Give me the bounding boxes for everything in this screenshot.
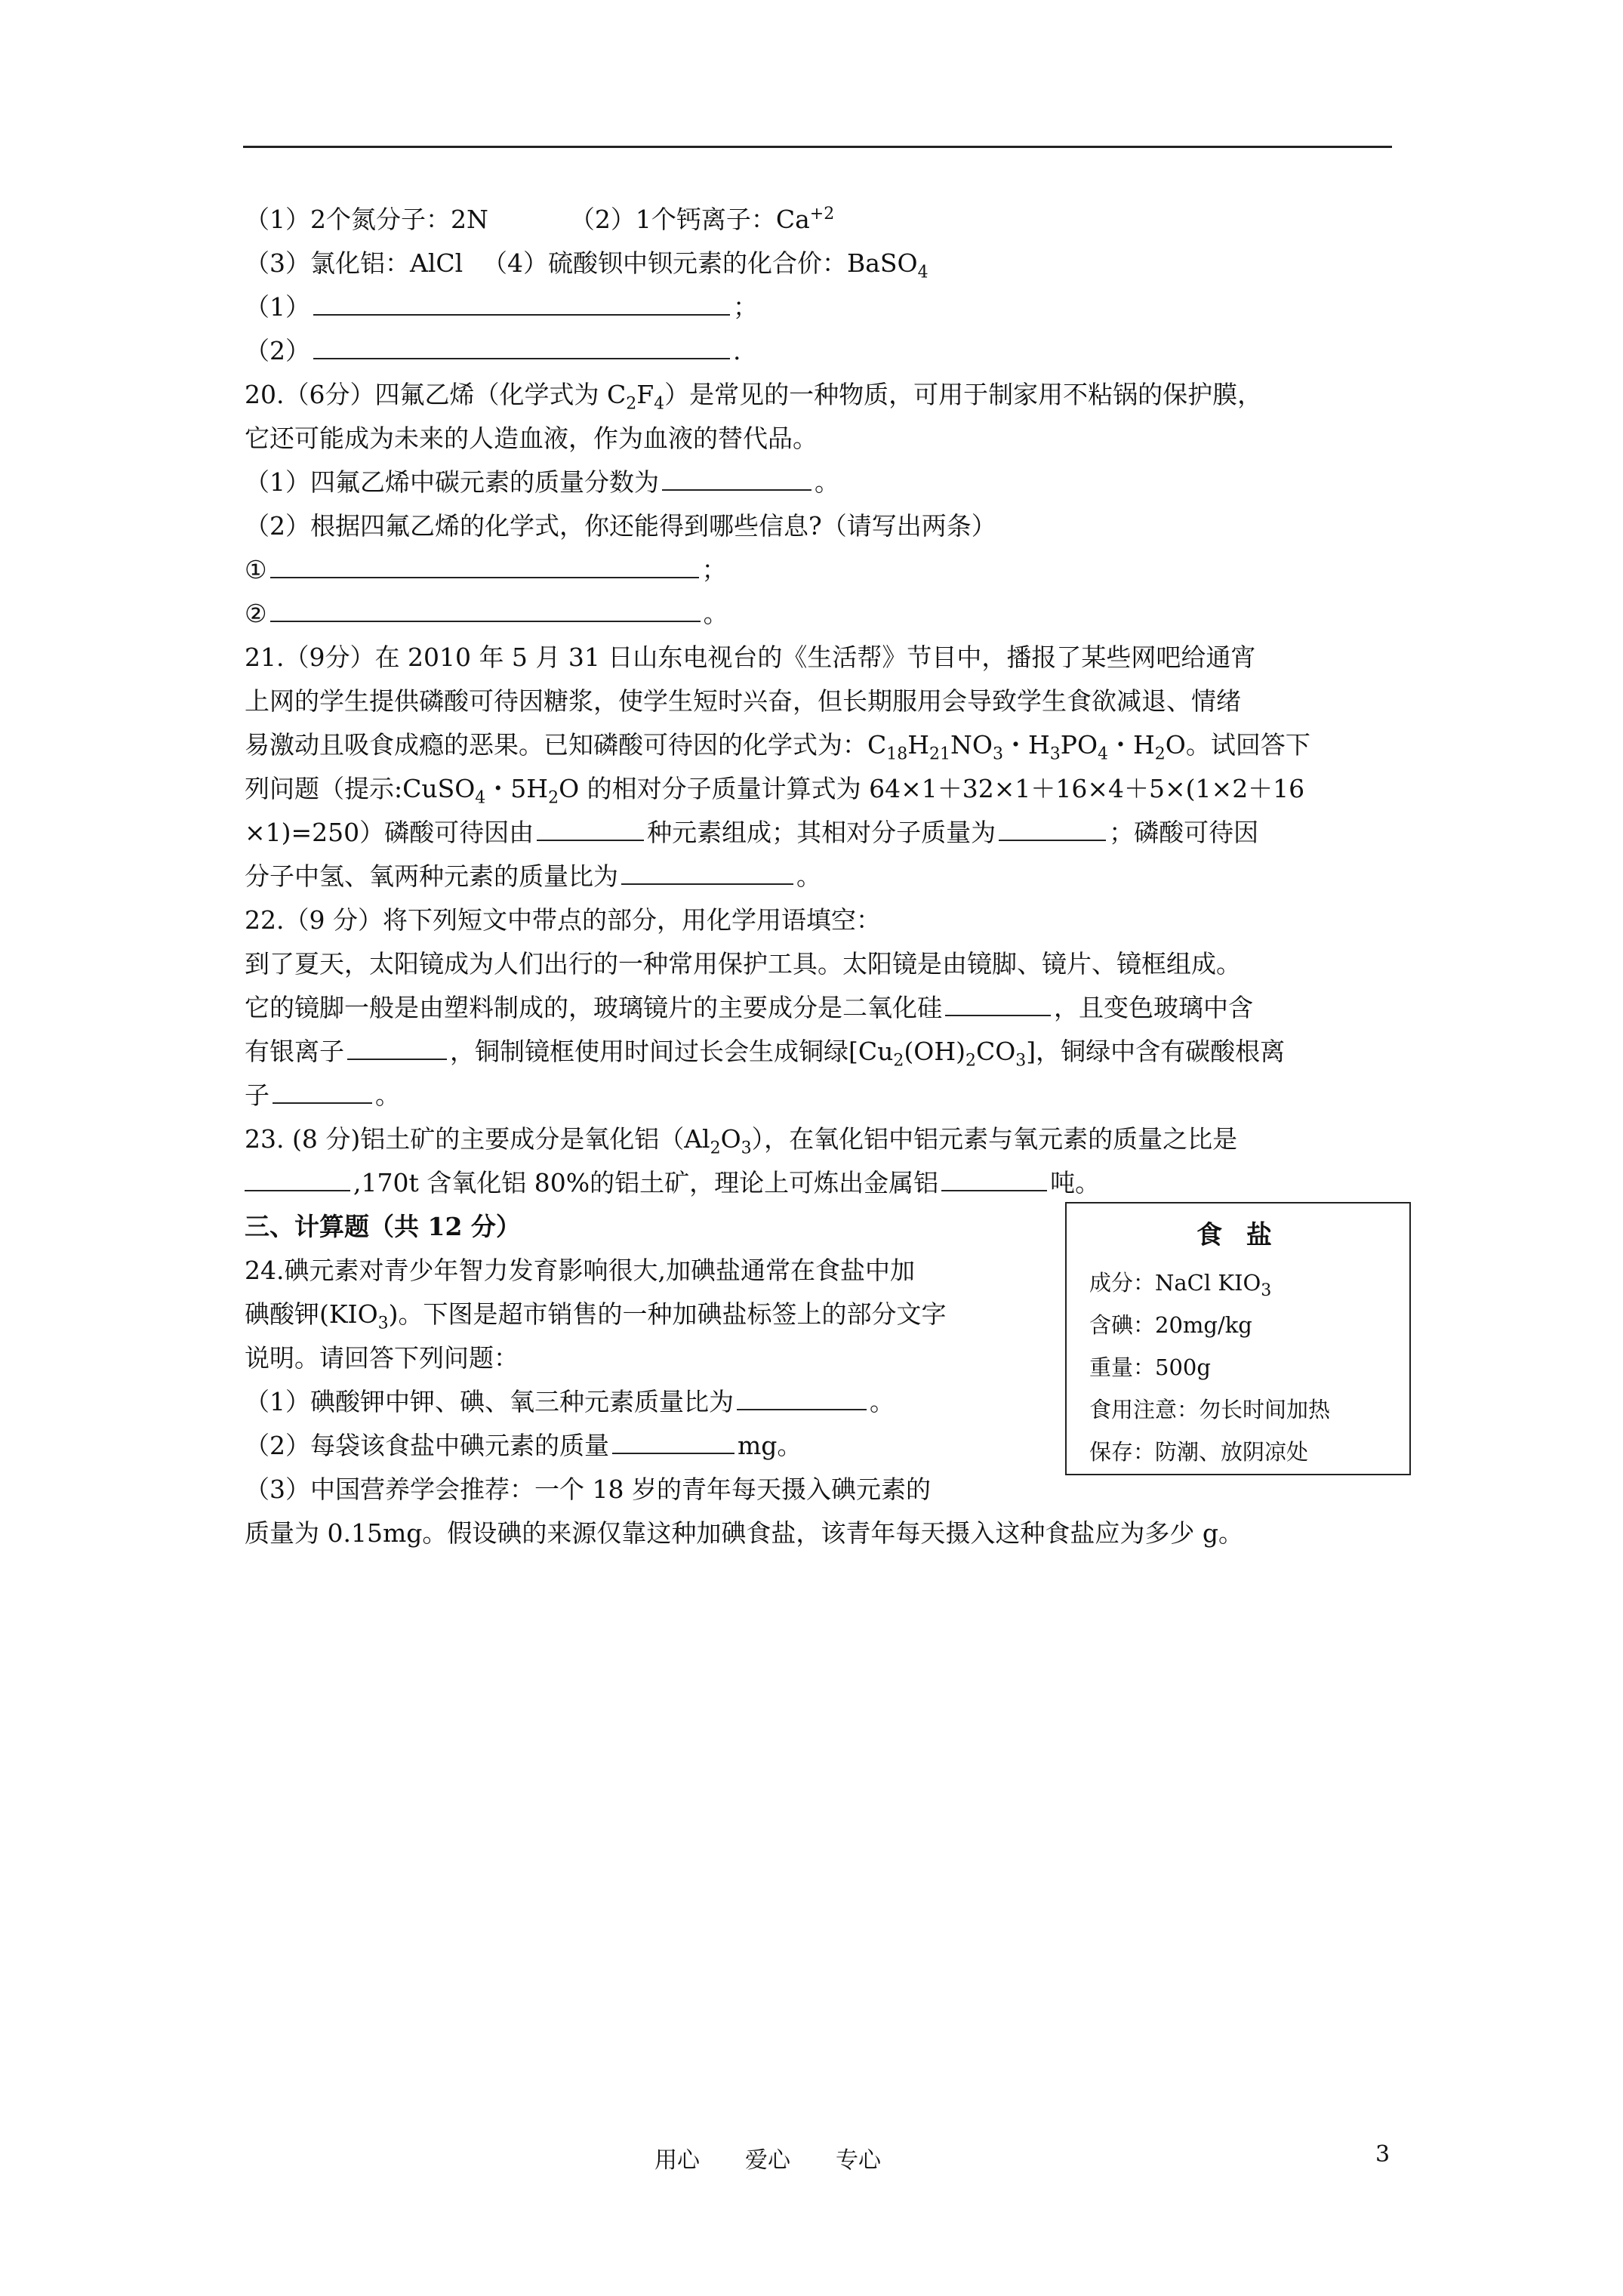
q24-line1: 24.碘元素对青少年智力发育影响很大,加碘盐通常在食盐中加 — [245, 1256, 915, 1285]
q23-line2: ,170t 含氧化铝 80%的铝土矿，理论上可炼出金属铝 吨。 — [245, 1161, 1400, 1205]
q19-option3: （3）氯化铝：AlCl — [245, 248, 463, 278]
salt-label-storage: 保存：防潮、放阴凉处 — [1089, 1439, 1309, 1465]
answer-blank[interactable] — [270, 595, 701, 622]
q22-line1: 22.（9 分）将下列短文中带点的部分，用化学用语填空： — [245, 905, 881, 935]
q20-line1: 20.（6分）四氟乙烯（化学式为 $C_2F_4$）是常见的一种物质，可用于制家用不粘锅的保护膜， — [245, 380, 1263, 414]
answer-blank[interactable] — [999, 814, 1106, 841]
q22-line2: 到了夏天，太阳镜成为人们出行的一种常用保护工具。太阳镜是由镜脚、镜片、镜框组成。 — [245, 949, 1241, 978]
q24-line3: 说明。请回答下列问题： — [245, 1343, 519, 1373]
answer-blank[interactable] — [270, 551, 699, 578]
q21-line4: 列问题（提示:CuSO$_4$・$5H_2O$ 的相对分子质量计算式为 64×1＋32×1＋16×4＋5×(1×2＋16 — [245, 774, 1305, 808]
q22-line4: 有银离子 ，铜制镜框使用时间过长会生成铜绿$[Cu_2(OH)_2CO_3]$，铜绿中含有碳酸根离 — [245, 1030, 1400, 1074]
q24-part2: （2）每袋该食盐中碘元素的质量 mg。 — [245, 1424, 1400, 1468]
q19-option2: （2）1个钙离子：$Ca^{+2}$ — [569, 205, 835, 234]
answer-blank[interactable] — [537, 814, 644, 841]
q20-info1: ① ； — [245, 548, 1400, 592]
header-rule — [243, 146, 1392, 148]
salt-label-title: 食 盐 — [1196, 1220, 1280, 1250]
answer-blank[interactable] — [273, 1077, 372, 1104]
q20-part1: （1）四氟乙烯中碳元素的质量分数为 。 — [245, 461, 1400, 504]
answer-blank[interactable] — [313, 288, 730, 316]
q22-line3: 它的镜脚一般是由塑料制成的，玻璃镜片的主要成分是二氧化硅 ，且变色玻璃中含 — [245, 986, 1400, 1030]
q20-part2: （2）根据四氟乙烯的化学式，你还能得到哪些信息?（请写出两条） — [245, 511, 996, 541]
answer-blank[interactable] — [941, 1164, 1047, 1191]
q24-part3-cont: 质量为 0.15mg。假设碘的来源仅靠这种加碘食盐，该青年每天摄入这种食盐应为多少 g。 — [245, 1518, 1243, 1548]
q21-line2: 上网的学生提供磷酸可待因糖浆，使学生短时兴奋，但长期服用会导致学生食欲减退、情绪 — [245, 686, 1241, 716]
answer-blank[interactable] — [662, 464, 812, 491]
q19-option4: （4）硫酸钡中钡元素的化合价：BaSO$_4$ — [482, 248, 929, 282]
q20-line2: 它还可能成为未来的人造血液，作为血液的替代品。 — [245, 424, 818, 453]
salt-label-weight: 重量：500g — [1089, 1354, 1211, 1380]
footer-motto: 用心 爱心 专心 — [654, 2147, 881, 2174]
page-number: 3 — [1375, 2141, 1390, 2168]
section-heading: 三、计算题（共 12 分） — [245, 1212, 521, 1241]
answer-blank[interactable] — [945, 989, 1051, 1016]
answer-blank[interactable] — [313, 332, 730, 359]
answer-blank[interactable] — [621, 858, 793, 885]
answer-blank[interactable] — [245, 1164, 350, 1191]
q19-options-row1 — [245, 198, 1400, 242]
q24-part3: （3）中国营养学会推荐：一个 18 岁的青年每天摄入碘元素的 — [245, 1475, 931, 1504]
salt-label-ingredients: 成分：NaCl $KIO_3$ — [1089, 1270, 1272, 1300]
answer-blank[interactable] — [737, 1383, 867, 1410]
q19-options-row2 — [245, 242, 1400, 285]
q19-answer2: （2） . — [245, 329, 1400, 373]
q24-part1: （1）碘酸钾中钾、碘、氧三种元素质量比为 。 — [245, 1380, 1400, 1424]
q19-answer1: （1） ； — [245, 285, 1400, 329]
q21-line6: 分子中氢、氧两种元素的质量比为 。 — [245, 855, 1400, 898]
q19-option1: （1）2个氮分子：2N — [245, 205, 488, 234]
answer-blank[interactable] — [347, 1033, 447, 1060]
answer-blank[interactable] — [612, 1427, 735, 1454]
salt-label-iodine: 含碘：20mg/kg — [1089, 1312, 1252, 1338]
q22-line5: 子 。 — [245, 1074, 1400, 1117]
q20-info2: ② 。 — [245, 592, 1400, 636]
q23-line1: 23. (8 分)铝土矿的主要成分是氧化铝$(Al_2O_3)$，在氧化铝中铝元素与氧元素的质量之比是 — [245, 1124, 1238, 1158]
salt-label-box — [1065, 1202, 1411, 1475]
q21-line3: 易激动且吸食成瘾的恶果。已知磷酸可待因的化学式为：$C_{18}H_{21}NO_3$・$H_3PO_4$・$H_2O$。试回答下 — [245, 730, 1310, 764]
salt-label-notice: 食用注意：勿长时间加热 — [1089, 1397, 1331, 1422]
q21-line5: ×1)=250）磷酸可待因由 种元素组成；其相对分子质量为 ；磷酸可待因 — [245, 811, 1400, 855]
q24-line2: 碘酸钾$(KIO_3)$。下图是超市销售的一种加碘盐标签上的部分文字 — [245, 1299, 947, 1333]
q21-line1: 21.（9分）在 2010 年 5 月 31 日山东电视台的《生活帮》节目中，播报了某些网吧给通宵 — [245, 643, 1256, 672]
